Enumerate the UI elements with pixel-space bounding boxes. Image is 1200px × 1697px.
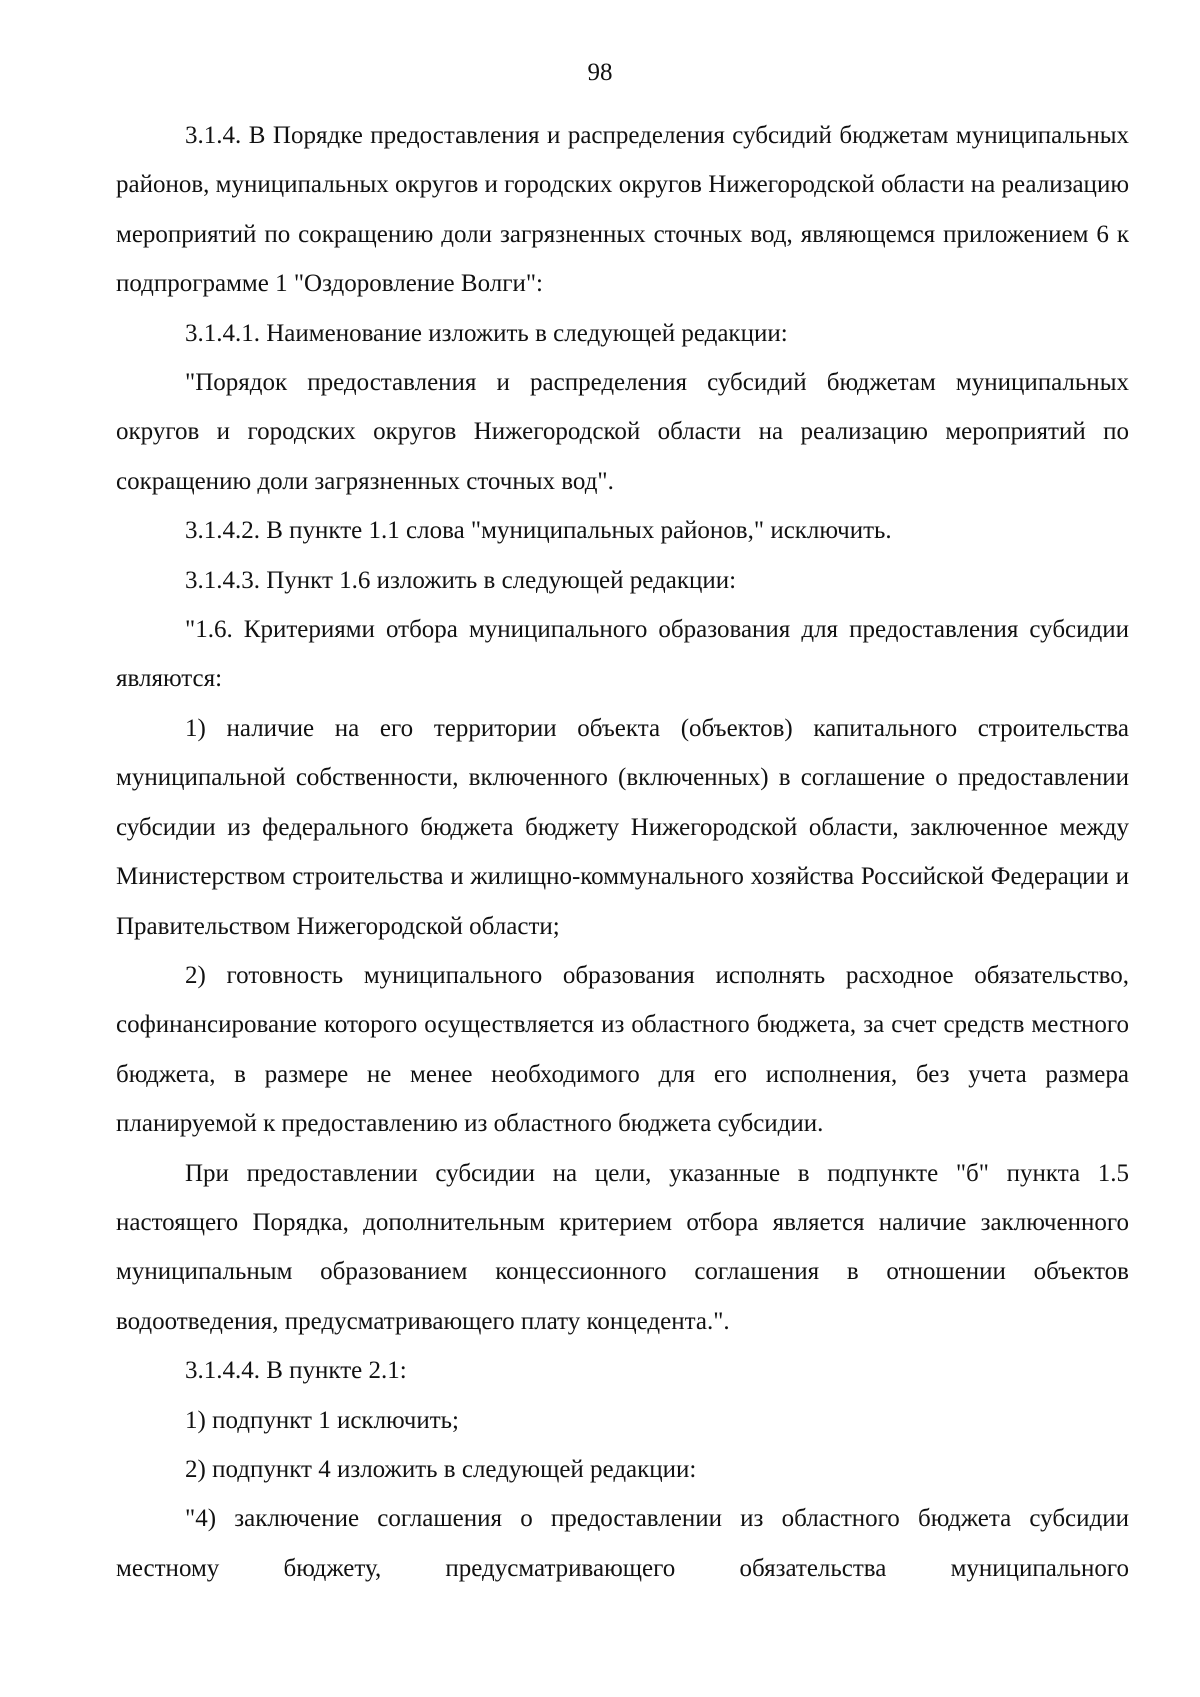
paragraph-subitem-1: 1) подпункт 1 исключить; bbox=[185, 1406, 459, 1434]
paragraph-3-1-4-2: 3.1.4.2. В пункте 1.1 слова "муниципальных районов," исключить. bbox=[185, 517, 892, 545]
paragraph-3-1-4-3: 3.1.4.3. Пункт 1.6 изложить в следующей редакции: bbox=[185, 566, 737, 594]
paragraph-criterion-1: 1) наличие на его территории объекта (объектов) капитального строительства муниципальной собственности, включенного (включенных) в соглашение о предоставлении субсидии из федерального бюджета бюджету Нижегородской области, заключенное между Министерством строительства и жилищно-коммунального хозяйства Российской Федерации и Правительством Нижегородской области; bbox=[116, 714, 1129, 940]
paragraph-new-title: "Порядок предоставления и распределения субсидий бюджетам муниципальных округов и городских округов Нижегородской области на реализацию мероприятий по сокращению доли загрязненных сточных вод". bbox=[116, 369, 1129, 495]
paragraph-3-1-4-1: 3.1.4.1. Наименование изложить в следующей редакции: bbox=[185, 319, 788, 347]
paragraph-criterion-2: 2) готовность муниципального образования исполнять расходное обязательство, софинансирование которого осуществляется из областного бюджета, за счет средств местного бюджета, в размере не менее необходимого для его исполнения, без учета размера планируемой к предоставлению из областного бюджета субсидии. bbox=[116, 961, 1129, 1138]
paragraph-3-1-4-4: 3.1.4.4. В пункте 2.1: bbox=[185, 1357, 407, 1385]
paragraph-subitem-2: 2) подпункт 4 изложить в следующей редакции: bbox=[185, 1455, 697, 1483]
document-body bbox=[116, 111, 1129, 1593]
paragraph-1-6: "1.6. Критериями отбора муниципального образования для предоставления субсидии являются: bbox=[116, 616, 1129, 693]
page-number: 98 bbox=[587, 59, 613, 86]
paragraph-additional-criterion: При предоставлении субсидии на цели, указанные в подпункте "б" пункта 1.5 настоящего Порядка, дополнительным критерием отбора является наличие заключенного муниципальным образованием концессионного соглашения в отношении объектов водоотведения, предусматривающего плату концедента.". bbox=[116, 1159, 1129, 1335]
paragraph-3-1-4: 3.1.4. В Порядке предоставления и распределения субсидий бюджетам муниципальных районов, муниципальных округов и городских округов Нижегородской области на реализацию мероприятий по сокращению доли загрязненных сточных вод, являющемся приложением 6 к подпрограмме 1 "Оздоровление Волги": bbox=[116, 122, 1129, 298]
paragraph-subitem-4-text: "4) заключение соглашения о предоставлении из областного бюджета субсидии местному бюджету, предусматривающего обязательства муниципального bbox=[116, 1505, 1129, 1582]
